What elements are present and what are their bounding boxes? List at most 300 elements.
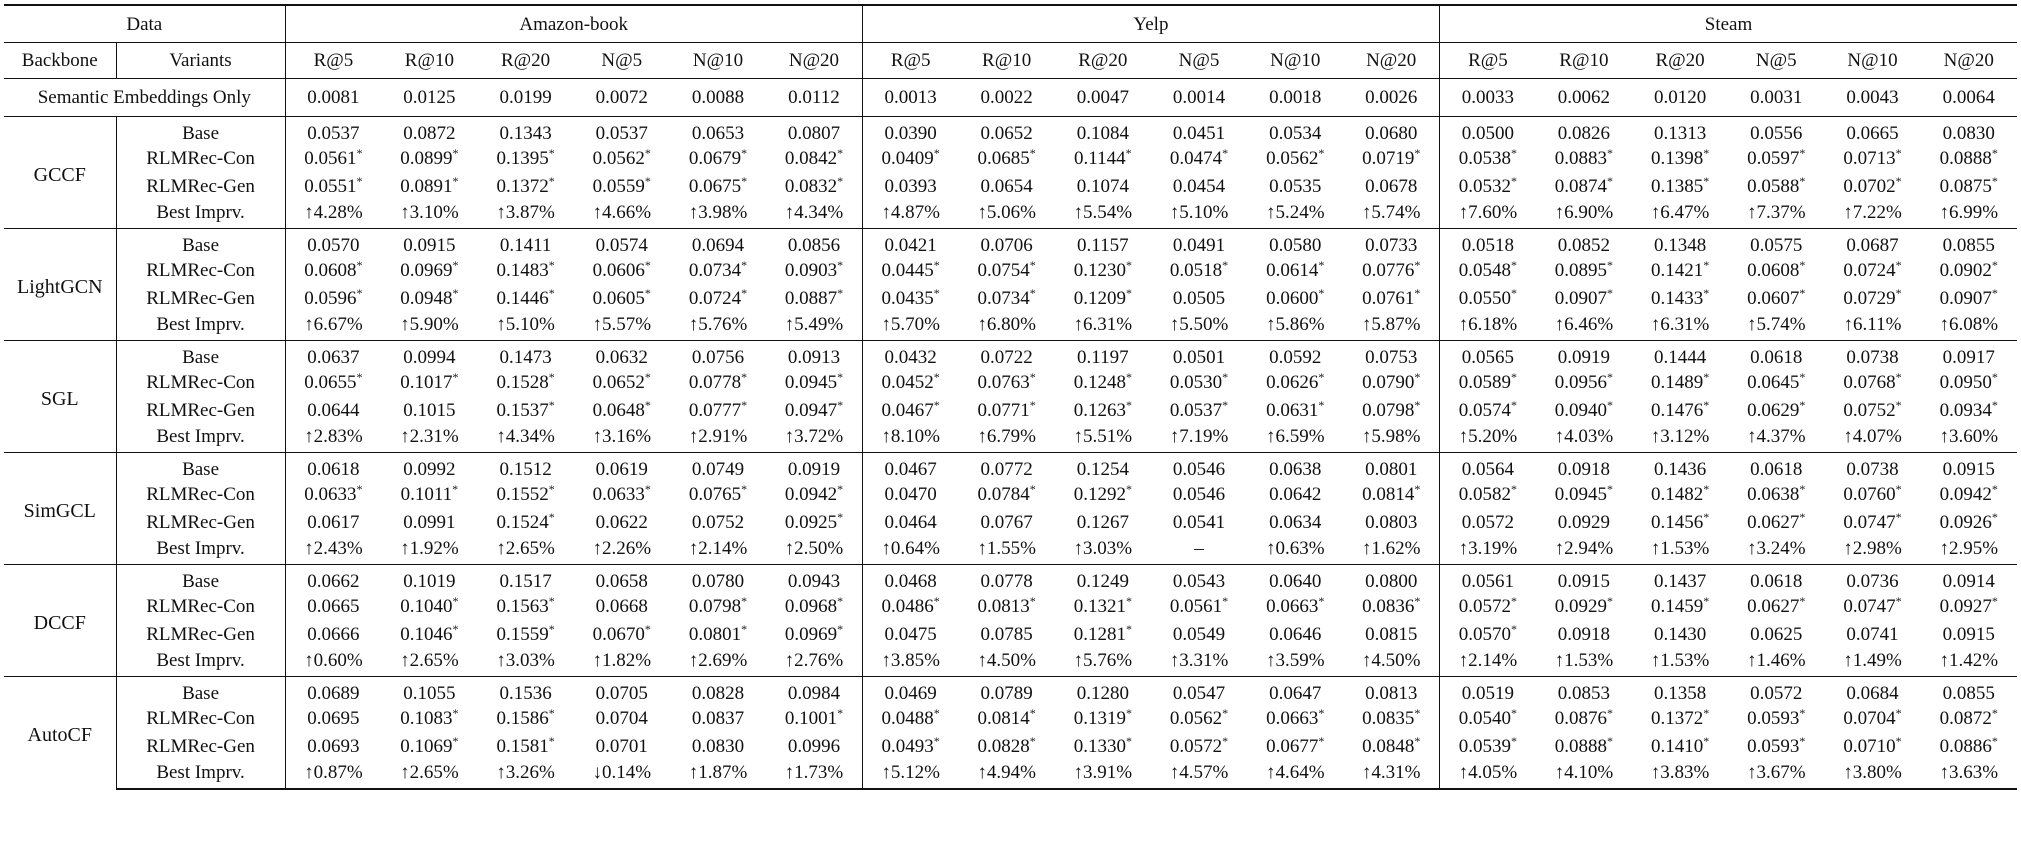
metric-value: 0.0760 bbox=[1843, 484, 1896, 506]
metric-value: 0.0561 bbox=[1461, 570, 1515, 592]
metric-value: 0.0637 bbox=[307, 346, 360, 368]
metric-value: 0.1313 bbox=[1653, 122, 1707, 144]
significance-star: * bbox=[452, 173, 459, 188]
significance-star: * bbox=[452, 733, 459, 748]
metric-value-cell bbox=[1440, 565, 1536, 594]
metric-value-cell bbox=[381, 312, 477, 341]
significance-star: * bbox=[1799, 285, 1806, 300]
variants-header-cell: Variants bbox=[116, 43, 285, 79]
metric-header-cell: R@20 bbox=[477, 43, 573, 79]
metric-value-cell bbox=[1824, 424, 1920, 453]
metric-value: 0.0776 bbox=[1362, 260, 1415, 282]
metric-value: 0.0390 bbox=[884, 122, 937, 144]
metric-value: ↑2.31% bbox=[400, 425, 459, 447]
metric-value-cell bbox=[1440, 677, 1536, 706]
significance-star: * bbox=[1991, 370, 1998, 385]
metric-value-cell bbox=[477, 424, 573, 453]
metric-value-cell bbox=[862, 593, 958, 621]
result-row bbox=[4, 312, 2017, 341]
metric-value-cell bbox=[1440, 536, 1536, 565]
metric-value: 0.0647 bbox=[1269, 682, 1322, 704]
variant-name-cell: RLMRec-Con bbox=[116, 257, 285, 285]
metric-value: 0.0652 bbox=[592, 372, 645, 394]
metric-value-cell bbox=[766, 341, 862, 370]
metric-value-cell bbox=[766, 229, 862, 258]
significance-star: * bbox=[1318, 706, 1325, 721]
metric-value-cell bbox=[1440, 117, 1536, 146]
metric-value: ↑4.66% bbox=[592, 201, 652, 223]
metric-value-cell bbox=[862, 705, 958, 733]
metric-value: 0.0724 bbox=[688, 287, 742, 309]
metric-value-cell bbox=[1728, 677, 1824, 706]
significance-star: * bbox=[1895, 482, 1902, 497]
metric-value: ↑2.95% bbox=[1939, 537, 1999, 559]
metric-value: 0.0486 bbox=[881, 596, 934, 618]
metric-value-cell bbox=[670, 621, 766, 649]
metric-value-cell bbox=[1055, 509, 1151, 537]
variant-name-cell: Best Imprv. bbox=[116, 536, 285, 565]
variant-name-cell: RLMRec-Con bbox=[116, 369, 285, 397]
metric-value-cell bbox=[285, 453, 381, 482]
metric-value-cell bbox=[1343, 565, 1439, 594]
metric-value: 0.0918 bbox=[1557, 458, 1610, 480]
result-row bbox=[4, 173, 2017, 201]
metric-value: 0.0535 bbox=[1269, 175, 1322, 197]
metric-value: 0.0747 bbox=[1843, 596, 1896, 618]
semantic-value-cell: 0.0014 bbox=[1151, 79, 1247, 117]
metric-value: 0.0518 bbox=[1461, 234, 1515, 256]
metric-value: 0.0634 bbox=[1269, 511, 1322, 533]
metric-value-cell bbox=[1824, 369, 1920, 397]
results-table bbox=[4, 4, 2017, 790]
metric-value-cell bbox=[959, 648, 1055, 677]
metric-value-cell bbox=[959, 453, 1055, 482]
metric-value-cell bbox=[1632, 369, 1728, 397]
metric-value-cell bbox=[1632, 481, 1728, 509]
significance-star: * bbox=[741, 594, 748, 609]
metric-value-cell bbox=[1536, 173, 1632, 201]
metric-value: ↑4.57% bbox=[1169, 761, 1229, 783]
metric-value-cell bbox=[862, 648, 958, 677]
significance-star: * bbox=[1703, 397, 1710, 412]
metric-value-cell bbox=[1632, 648, 1728, 677]
metric-value-cell bbox=[1055, 481, 1151, 509]
significance-star: * bbox=[1606, 258, 1613, 273]
metric-value-cell bbox=[1151, 229, 1247, 258]
metric-value-cell bbox=[574, 760, 670, 789]
metric-value: 0.1476 bbox=[1650, 399, 1704, 421]
significance-star: * bbox=[1799, 258, 1806, 273]
significance-star: * bbox=[1799, 594, 1806, 609]
metric-value: 0.0992 bbox=[403, 458, 456, 480]
metric-value-cell bbox=[1055, 677, 1151, 706]
variant-name-cell: RLMRec-Con bbox=[116, 145, 285, 173]
metric-header-cell: N@5 bbox=[1151, 43, 1247, 79]
significance-star: * bbox=[1606, 482, 1613, 497]
metric-value-cell bbox=[670, 312, 766, 341]
metric-value: 0.0940 bbox=[1554, 399, 1607, 421]
metric-value: ↑5.20% bbox=[1458, 425, 1518, 447]
significance-star: * bbox=[1511, 621, 1518, 636]
metric-value-cell bbox=[1247, 593, 1343, 621]
metric-value: 0.0678 bbox=[1365, 175, 1418, 197]
metric-value-cell bbox=[1632, 733, 1728, 761]
metric-value: ↑1.53% bbox=[1650, 537, 1710, 559]
significance-star: * bbox=[1125, 733, 1132, 748]
semantic-value-cell: 0.0125 bbox=[381, 79, 477, 117]
metric-value: 0.0491 bbox=[1172, 234, 1226, 256]
metric-value-cell bbox=[862, 760, 958, 789]
semantic-value-cell: 0.0043 bbox=[1824, 79, 1920, 117]
variant-name-cell: Base bbox=[116, 565, 285, 594]
significance-star: * bbox=[356, 482, 363, 497]
metric-value-cell bbox=[1536, 200, 1632, 229]
metric-value-cell bbox=[670, 760, 766, 789]
metric-value-cell bbox=[381, 117, 477, 146]
significance-star: * bbox=[1125, 370, 1132, 385]
semantic-value-cell: 0.0018 bbox=[1247, 79, 1343, 117]
metric-value-cell bbox=[477, 536, 573, 565]
metric-value-cell bbox=[1247, 369, 1343, 397]
significance-star: * bbox=[933, 594, 940, 609]
significance-star: * bbox=[1029, 397, 1036, 412]
metric-value: 0.1586 bbox=[496, 708, 549, 730]
metric-value-cell bbox=[1440, 285, 1536, 313]
metric-value-cell bbox=[1632, 285, 1728, 313]
metric-value: ↑5.10% bbox=[1169, 201, 1229, 223]
significance-star: * bbox=[1029, 285, 1036, 300]
metric-value: 0.0733 bbox=[1365, 234, 1418, 256]
metric-value: 0.0919 bbox=[787, 458, 841, 480]
metric-value: 0.0927 bbox=[1939, 596, 1992, 618]
metric-value-cell bbox=[1247, 648, 1343, 677]
metric-value: 0.1483 bbox=[496, 260, 549, 282]
metric-value: 0.0474 bbox=[1169, 148, 1223, 170]
metric-value: 0.0752 bbox=[691, 511, 745, 533]
metric-value-cell bbox=[1247, 397, 1343, 425]
metric-value: 0.0701 bbox=[595, 735, 648, 757]
metric-value-cell bbox=[1921, 565, 2017, 594]
metric-value-cell bbox=[1728, 229, 1824, 258]
metric-value: ↑3.16% bbox=[592, 425, 652, 447]
metric-value: 0.0763 bbox=[977, 372, 1030, 394]
metric-value: 0.1069 bbox=[400, 735, 453, 757]
metric-value: 0.0798 bbox=[1362, 399, 1415, 421]
metric-value: 0.0451 bbox=[1172, 122, 1226, 144]
metric-value-cell bbox=[381, 733, 477, 761]
semantic-value-cell: 0.0047 bbox=[1055, 79, 1151, 117]
significance-star: * bbox=[1895, 706, 1902, 721]
metric-value-cell bbox=[1247, 677, 1343, 706]
metric-value-cell bbox=[285, 677, 381, 706]
metric-value-cell bbox=[1440, 733, 1536, 761]
semantic-value-cell: 0.0072 bbox=[574, 79, 670, 117]
metric-value: 0.0853 bbox=[1557, 682, 1610, 704]
significance-star: * bbox=[356, 285, 363, 300]
dataset-header-amazon-book: Amazon-book bbox=[285, 5, 862, 43]
metric-value: ↑3.98% bbox=[688, 201, 748, 223]
metric-value-cell bbox=[381, 229, 477, 258]
variant-name-cell: Best Imprv. bbox=[116, 760, 285, 789]
metric-value-cell bbox=[285, 285, 381, 313]
significance-star: * bbox=[1895, 258, 1902, 273]
metric-value-cell bbox=[959, 593, 1055, 621]
metric-value-cell bbox=[766, 733, 862, 761]
metric-value-cell bbox=[1151, 397, 1247, 425]
metric-value-cell bbox=[1151, 565, 1247, 594]
metric-value: 0.1209 bbox=[1073, 287, 1126, 309]
metric-value: 0.1074 bbox=[1076, 175, 1129, 197]
metric-value: 0.0907 bbox=[1554, 287, 1607, 309]
metric-value: 0.0572 bbox=[1458, 596, 1512, 618]
metric-value-cell bbox=[959, 341, 1055, 370]
metric-value-cell bbox=[766, 257, 862, 285]
significance-star: * bbox=[1125, 706, 1132, 721]
metric-value-cell bbox=[1055, 200, 1151, 229]
result-row bbox=[4, 117, 2017, 146]
metric-value-cell bbox=[1536, 257, 1632, 285]
metric-value: 0.0689 bbox=[307, 682, 360, 704]
metric-value-cell bbox=[1728, 565, 1824, 594]
significance-star: * bbox=[1991, 397, 1998, 412]
metric-value: 0.0925 bbox=[784, 511, 838, 533]
metric-value: 0.0835 bbox=[1362, 708, 1415, 730]
metric-value-cell bbox=[1055, 424, 1151, 453]
metric-value-cell bbox=[1055, 117, 1151, 146]
metric-value: 0.0653 bbox=[691, 122, 745, 144]
metric-value-cell bbox=[1632, 173, 1728, 201]
metric-value: 0.1230 bbox=[1073, 260, 1126, 282]
significance-star: * bbox=[837, 509, 844, 524]
metric-value: 0.0452 bbox=[881, 372, 934, 394]
metric-value-cell bbox=[574, 285, 670, 313]
metric-value-cell bbox=[1824, 229, 1920, 258]
metric-value-cell bbox=[477, 229, 573, 258]
metric-value-cell bbox=[670, 117, 766, 146]
metric-value-cell bbox=[574, 536, 670, 565]
variant-name-cell: Base bbox=[116, 341, 285, 370]
metric-value: 0.1046 bbox=[400, 623, 453, 645]
significance-star: * bbox=[1029, 706, 1036, 721]
metric-value: ↑3.03% bbox=[1073, 537, 1133, 559]
metric-value: 0.1385 bbox=[1650, 175, 1704, 197]
metric-value: 0.0876 bbox=[1554, 708, 1607, 730]
metric-value-cell bbox=[477, 733, 573, 761]
metric-value: 0.1436 bbox=[1653, 458, 1707, 480]
backbone-group-dccf bbox=[4, 565, 2017, 677]
significance-star: * bbox=[1991, 706, 1998, 721]
significance-star: * bbox=[1125, 146, 1132, 161]
metric-value: 0.0658 bbox=[595, 570, 648, 592]
metric-value-cell bbox=[1343, 229, 1439, 258]
metric-value-cell bbox=[381, 621, 477, 649]
metric-value: ↑5.74% bbox=[1361, 201, 1421, 223]
metric-value-cell bbox=[574, 257, 670, 285]
metric-value-cell bbox=[477, 397, 573, 425]
significance-star: * bbox=[1414, 285, 1421, 300]
metric-value: ↑6.46% bbox=[1554, 313, 1614, 335]
dataset-header-steam: Steam bbox=[1440, 5, 2017, 43]
metric-value: 0.0778 bbox=[688, 372, 742, 394]
metric-value-cell bbox=[959, 173, 1055, 201]
metric-value-cell bbox=[1728, 341, 1824, 370]
significance-star: * bbox=[1511, 733, 1518, 748]
metric-value: 0.0948 bbox=[400, 287, 453, 309]
metric-value: ↑1.46% bbox=[1746, 649, 1806, 671]
metric-value: 0.0875 bbox=[1939, 175, 1992, 197]
metric-value-cell bbox=[1151, 733, 1247, 761]
significance-star: * bbox=[837, 397, 844, 412]
metric-value-cell bbox=[1632, 509, 1728, 537]
metric-value-cell bbox=[1824, 453, 1920, 482]
metric-value: 0.0421 bbox=[884, 234, 937, 256]
metric-value: ↑4.28% bbox=[304, 201, 363, 223]
metric-value-cell bbox=[1824, 593, 1920, 621]
metric-value: 0.0848 bbox=[1362, 735, 1415, 757]
metric-value: ↑5.90% bbox=[400, 313, 459, 335]
metric-value: 0.0618 bbox=[1750, 346, 1803, 368]
metric-value-cell bbox=[1247, 760, 1343, 789]
metric-value-cell bbox=[574, 481, 670, 509]
significance-star: * bbox=[741, 621, 748, 636]
metric-value-cell bbox=[1728, 733, 1824, 761]
significance-star: * bbox=[1125, 482, 1132, 497]
metric-header-cell: R@10 bbox=[959, 43, 1055, 79]
significance-star: * bbox=[1511, 397, 1518, 412]
significance-star: * bbox=[452, 706, 459, 721]
metric-value: 0.0814 bbox=[1362, 484, 1415, 506]
metric-value-cell bbox=[670, 397, 766, 425]
metric-value-cell bbox=[381, 565, 477, 594]
result-row bbox=[4, 593, 2017, 621]
metric-value-cell bbox=[1632, 705, 1728, 733]
metric-value-cell bbox=[285, 760, 381, 789]
metric-value-cell bbox=[670, 453, 766, 482]
metric-value-cell bbox=[477, 200, 573, 229]
metric-value-cell bbox=[477, 341, 573, 370]
significance-star: * bbox=[1991, 258, 1998, 273]
metric-value: 0.0665 bbox=[307, 596, 360, 618]
metric-value: 0.1197 bbox=[1077, 346, 1129, 368]
metric-value: ↑1.73% bbox=[784, 761, 844, 783]
metric-value-cell bbox=[670, 536, 766, 565]
metric-value-cell bbox=[477, 257, 573, 285]
metric-value-cell bbox=[1921, 369, 2017, 397]
metric-value-cell bbox=[670, 705, 766, 733]
significance-star: * bbox=[1606, 397, 1613, 412]
metric-value-cell bbox=[1343, 173, 1439, 201]
metric-value: 0.0618 bbox=[1750, 570, 1803, 592]
metric-value: 0.0519 bbox=[1461, 682, 1515, 704]
metric-value-cell bbox=[1632, 760, 1728, 789]
metric-value: ↑1.42% bbox=[1939, 649, 1999, 671]
metric-value-cell bbox=[1055, 733, 1151, 761]
semantic-value-cell: 0.0199 bbox=[477, 79, 573, 117]
metric-value-cell bbox=[1343, 145, 1439, 173]
backbone-group-sgl bbox=[4, 341, 2017, 453]
significance-star: * bbox=[1029, 370, 1036, 385]
data-header-cell: Data bbox=[4, 5, 285, 43]
metric-value-cell bbox=[1824, 285, 1920, 313]
significance-star: * bbox=[1414, 258, 1421, 273]
metric-value: 0.0856 bbox=[787, 234, 841, 256]
metric-value-cell bbox=[1921, 200, 2017, 229]
metric-value: ↑6.47% bbox=[1650, 201, 1710, 223]
metric-value-cell bbox=[1247, 229, 1343, 258]
metric-value-cell bbox=[1824, 509, 1920, 537]
metric-value: ↑3.03% bbox=[496, 649, 555, 671]
significance-star: * bbox=[1799, 706, 1806, 721]
metric-value-cell bbox=[959, 369, 1055, 397]
metric-value: 0.0754 bbox=[977, 260, 1030, 282]
metric-value-cell bbox=[1728, 285, 1824, 313]
metric-value: 0.1358 bbox=[1653, 682, 1707, 704]
metric-value: 0.0627 bbox=[1747, 511, 1800, 533]
metric-value-cell bbox=[1151, 621, 1247, 649]
significance-star: * bbox=[1895, 594, 1902, 609]
metric-value-cell bbox=[1536, 145, 1632, 173]
metric-value: 0.0704 bbox=[1843, 708, 1896, 730]
metric-value-cell bbox=[959, 257, 1055, 285]
significance-star: * bbox=[1703, 258, 1710, 273]
significance-star: * bbox=[1991, 482, 1998, 497]
semantic-value-cell: 0.0088 bbox=[670, 79, 766, 117]
significance-star: * bbox=[548, 370, 555, 385]
metric-value-cell bbox=[1343, 117, 1439, 146]
metric-header-cell: N@10 bbox=[1247, 43, 1343, 79]
metric-value-cell bbox=[1632, 145, 1728, 173]
result-row bbox=[4, 621, 2017, 649]
metric-value: 0.0593 bbox=[1747, 735, 1800, 757]
metric-value-cell bbox=[1632, 257, 1728, 285]
metric-value: ↑5.06% bbox=[977, 201, 1036, 223]
metric-value: 0.0518 bbox=[1169, 260, 1223, 282]
metric-value-cell bbox=[1921, 648, 2017, 677]
metric-value: 0.1015 bbox=[403, 399, 456, 421]
metric-value-cell bbox=[862, 312, 958, 341]
significance-star: * bbox=[1991, 733, 1998, 748]
metric-value: ↑7.60% bbox=[1458, 201, 1518, 223]
metric-value-cell bbox=[1728, 145, 1824, 173]
metric-value-cell bbox=[574, 397, 670, 425]
metric-value-cell bbox=[670, 285, 766, 313]
metric-value-cell bbox=[381, 536, 477, 565]
metric-value: 0.0537 bbox=[1169, 399, 1223, 421]
metric-header-row bbox=[4, 43, 2017, 79]
metric-value-cell bbox=[1824, 200, 1920, 229]
metric-value: 0.1348 bbox=[1653, 234, 1707, 256]
metric-value: ↑3.80% bbox=[1843, 761, 1902, 783]
metric-value-cell bbox=[1824, 705, 1920, 733]
significance-star: * bbox=[1606, 706, 1613, 721]
metric-value-cell bbox=[1440, 705, 1536, 733]
metric-value-cell bbox=[285, 341, 381, 370]
significance-star: * bbox=[1703, 482, 1710, 497]
metric-value-cell bbox=[766, 285, 862, 313]
metric-value-cell bbox=[1536, 648, 1632, 677]
result-row bbox=[4, 424, 2017, 453]
significance-star: * bbox=[1511, 146, 1518, 161]
metric-value-cell bbox=[1151, 536, 1247, 565]
metric-value: ↑2.83% bbox=[304, 425, 363, 447]
metric-value: 0.0654 bbox=[980, 175, 1033, 197]
metric-value-cell bbox=[959, 200, 1055, 229]
metric-value-cell bbox=[1440, 509, 1536, 537]
metric-value-cell bbox=[1632, 312, 1728, 341]
metric-value-cell bbox=[1247, 341, 1343, 370]
significance-star: * bbox=[1799, 370, 1806, 385]
significance-star: * bbox=[1511, 173, 1518, 188]
